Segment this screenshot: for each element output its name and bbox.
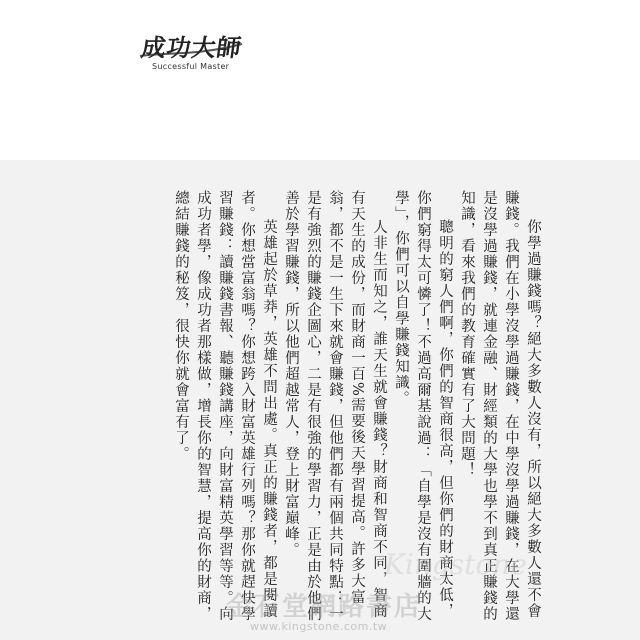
brand-logo [136, 22, 246, 74]
logo-title: 成功大師 [139, 33, 244, 62]
logo-subtitle: Successful Master [152, 62, 230, 71]
paragraph-2: 聰明的窮人們啊，你們的智商很高，但你們的財商太低，你們窮得太可憐了！不過高爾基說過：「自學是沒有圍牆的大學」，你們可以自學賺錢知識。 [393, 190, 453, 622]
header-band [0, 0, 640, 96]
paragraph-1: 你學過賺錢嗎？絕大多數人沒有，所以絕大多數人還不會賺錢。我們在小學沒學過賺錢，在中學沒學過賺錢，在大學還是沒學過賺錢，就連金融、財經類的大學也學不到真正賺錢的知識，看來我們的教育確實有了大問題！ [459, 190, 541, 622]
watermark-url: www.kingstone.com.tw [250, 620, 388, 633]
watermark-logo: Kingstone [384, 548, 527, 581]
paragraph-3: 人非生而知之，誰天生就會賺錢？財商和智商不同，智商有天生的成份，而財商一百%需要後天學習提高。許多大富翁，都不是一生下來就會賺錢，但他們都有兩個共同特點：一是有強烈的賺錢企圖心，二是有很強的學習力，正是由於他們善於學習賺錢，所以他們超越常人，登上財富巔峰。 [283, 190, 387, 622]
paragraph-4: 英雄起於草莽，英雄不問出處。真正的賺錢者，都是閱讀者。你想當富翁嗎？你想跨入財富英雄行列嗎？那你就趕快學習賺錢：讀賺錢書報、聽賺錢講座，向財富精英學習等等。向成功者學，像成功者那樣做，增長你的智慧，提高你的財商，總結賺錢的秘笈，很快你就會富有了。 [173, 190, 277, 622]
watermark-brand: 金石堂網路書店 [226, 592, 423, 622]
